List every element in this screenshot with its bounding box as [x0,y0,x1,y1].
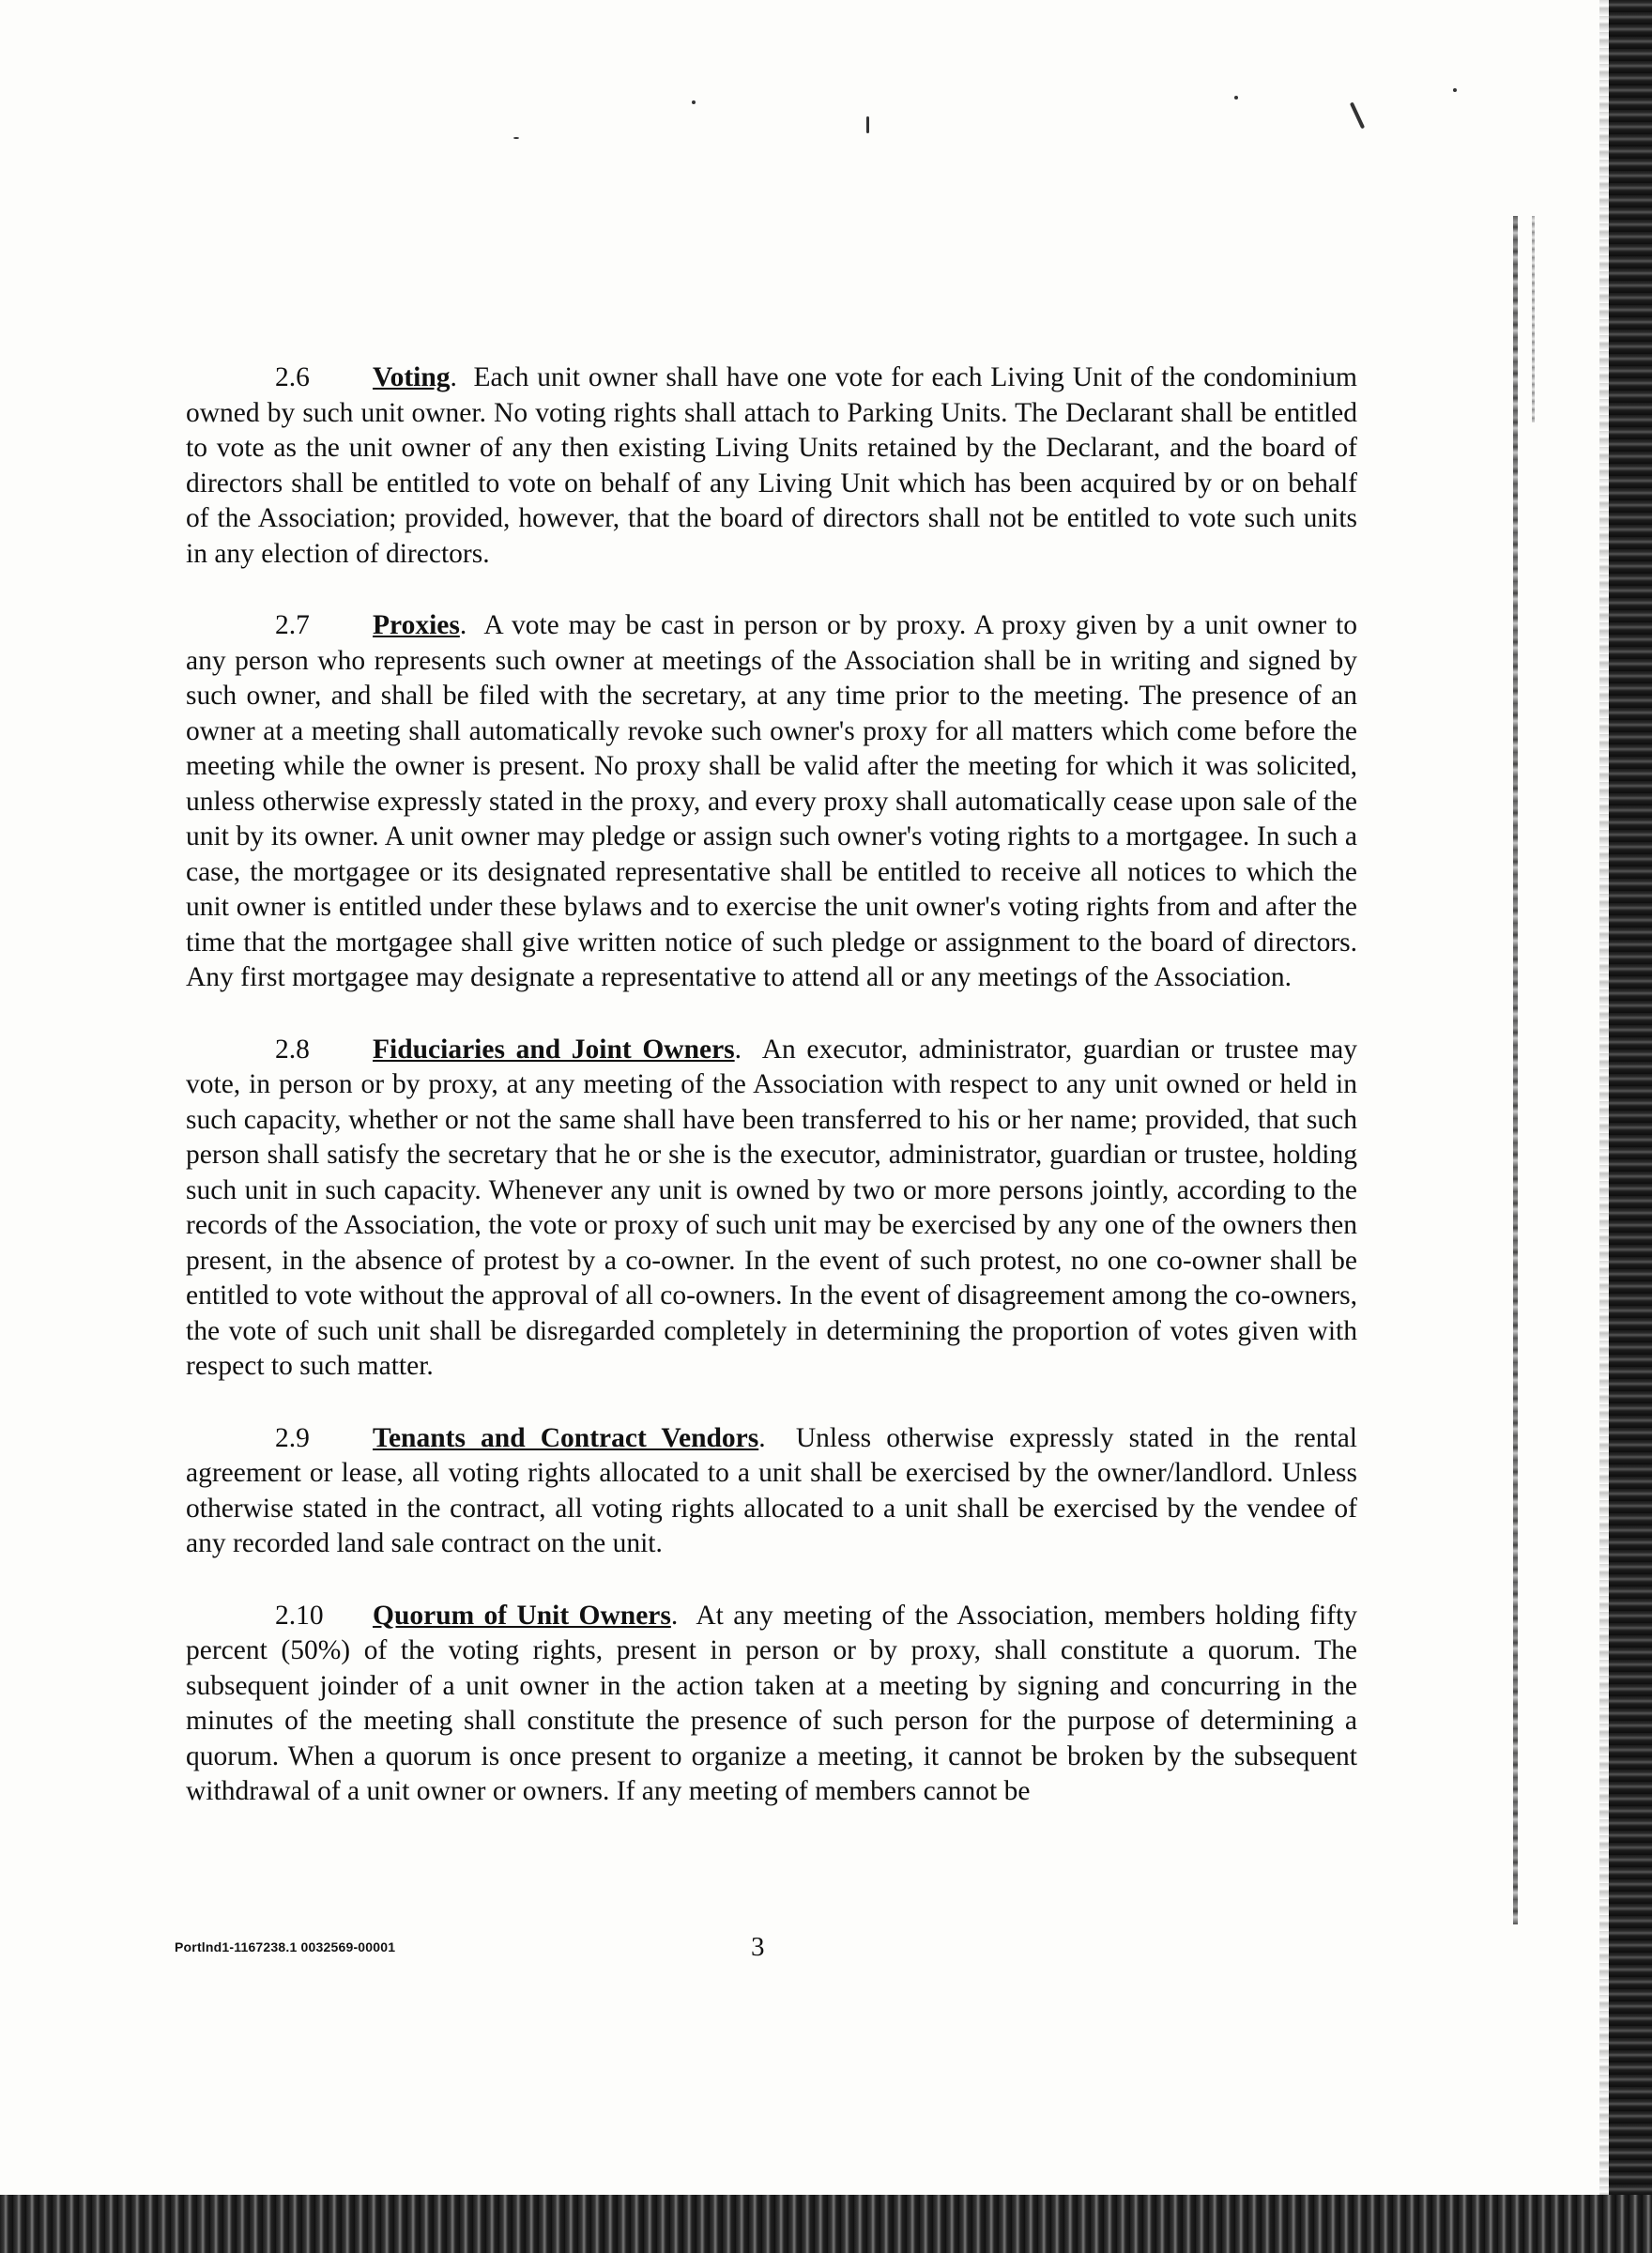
scan-speck [1234,96,1238,100]
scan-edge-bottom [0,2195,1652,2253]
section-number: 2.6 [275,362,310,392]
section-text: At any meeting of the Association, members holding fifty percent (50%) of the voting rights, present in person or by proxy, shall constitute a quorum. The subsequent joinder of a unit owner in the action taken at a meeting by signing and concurring in the minutes of the meeting shall constitute the presence of such person for the purpose of determining a quorum. When a quorum is once present to organize a meeting, it cannot be broken by the subsequent withdrawal of a unit owner or owners. If any meeting of members cannot be [186,1600,1358,1806]
section-text: A vote may be cast in person or by proxy. A proxy given by a unit owner to any person who represents such owner at meetings of the Association shall be in writing and signed by such owner, and shall be filed with the secretary, at any time prior to the meeting. The presence of an owner at a meeting shall automatically revoke such owner's proxy for all matters which come before the meeting while the owner is present. No proxy shall be valid after the meeting for which it was solicited, unless otherwise expressly stated in the proxy, and every proxy shall automatically cease upon sale of the unit by its owner. A unit owner may pledge or assign such owner's voting rights to a mortgagee. In such a case, the mortgagee or its designated representative shall be entitled to receive all notices to which the unit owner is entitled under these bylaws and to exercise the unit owner's voting rights from and after the time that the mortgagee shall give written notice of such pledge or assignment to the board of directors. Any first mortgagee may designate a representative to attend all or any meetings of the Association. [186,610,1357,992]
section-heading: Fiduciaries and Joint Owners [373,1034,735,1065]
scan-speck [1350,102,1365,130]
section-text: Unless otherwise expressly stated in the rental agreement or lease, all voting rights allocated to a unit shall be exercised by the owner/landlord. Unless otherwise stated in the contract, all voting rights allocated to a unit shall be exercised by the vendee of any recorded land sale contract on the unit. [186,1422,1357,1558]
section-text: An executor, administrator, guardian or trustee may vote, in person or by proxy, at any meeting of the Association with respect to any unit owned or held in such capacity, whether or not the same shall have been transferred to his or her name; provided, that such person shall satisfy the secretary that he or she is the executor, administrator, guardian or trustee, holding such unit in such capacity. Whenever any unit is owned by two or more persons jointly, according to the records of the Association, the vote or proxy of such unit may be exercised by any one of the owners then present, in the absence of protest by a co-owner. In the event of such protest, no one co-owner shall be entitled to vote without the approval of all co-owners. In the event of disagreement among the co-owners, the vote of such unit shall be disregarded completely in determining the proportion of votes given with respect to such matter. [186,1034,1357,1381]
scan-speck [692,100,696,104]
document-body [186,360,1357,1847]
section-2-7: 2.7 Proxies. A vote may be cast in person or by proxy. A proxy given by a unit owner to any person who represents such owner at meetings of the Association shall be in writing and signed by such owner, and shall be filed with the secretary, at any time prior to the meeting. The presence of an owner at a meeting shall automatically revoke such owner's proxy for all matters which come before the meeting while the owner is present. No proxy shall be valid after the meeting for which it was solicited, unless otherwise expressly stated in the proxy, and every proxy shall automatically cease upon sale of the unit by its owner. A unit owner may pledge or assign such owner's voting rights to a mortgagee. In such a case, the mortgagee or its designated representative shall be entitled to receive all notices to which the unit owner is entitled under these bylaws and to exercise the unit owner's voting rights from and after the time that the mortgagee shall give written notice of such pledge or assignment to the board of directors. Any first mortgagee may designate a representative to attend all or any meetings of the Association. [186,610,1357,992]
page-number: 3 [751,1932,765,1962]
section-heading: Tenants and Contract Vendors [373,1422,759,1453]
scan-edge-right-shadow [1599,0,1609,2253]
binding-gutter-line-secondary [1532,216,1535,422]
section-heading: Voting [373,362,451,392]
section-text: Each unit owner shall have one vote for each Living Unit of the condominium owned by such unit owner. No voting rights shall attach to Parking Units. The Declarant shall be entitled to vote as the unit owner of any then existing Living Units retained by the Declarant, and the board of directors shall be entitled to vote on behalf of any Living Unit which has been acquired by or on behalf of the Association; provided, however, that the board of directors shall not be entitled to vote such units in any election of directors. [186,362,1357,569]
document-id-footer: Portlnd1-1167238.1 0032569-00001 [175,1939,396,1954]
section-number: 2.9 [275,1422,310,1453]
section-heading: Quorum of Unit Owners [373,1600,671,1631]
scan-speck [866,116,869,133]
section-2-6: 2.6 Voting. Each unit owner shall have one vote for each Living Unit of the condominium owned by such unit owner. No voting rights shall attach to Parking Units. The Declarant shall be entitled to vote as the unit owner of any then existing Living Units retained by the Declarant, and the board of directors shall be entitled to vote on behalf of any Living Unit which has been acquired by or on behalf of the Association; provided, however, that the board of directors shall not be entitled to vote such units in any election of directors. [186,362,1357,569]
section-heading: Proxies [373,610,460,640]
section-number: 2.7 [275,610,310,640]
section-number: 2.10 [275,1600,324,1631]
section-2-8: 2.8 Fiduciaries and Joint Owners. An executor, administrator, guardian or trustee may vote, in person or by proxy, at any meeting of the Association with respect to any unit owned or held in such capacity, whether or not the same shall have been transferred to his or her name; provided, that such person shall satisfy the secretary that he or she is the executor, administrator, guardian or trustee, holding such unit in such capacity. Whenever any unit is owned by two or more persons jointly, according to the records of the Association, the vote or proxy of such unit may be exercised by any one of the owners then present, in the absence of protest by a co-owner. In the event of such protest, no one co-owner shall be entitled to vote without the approval of all co-owners. In the event of disagreement among the co-owners, the vote of such unit shall be disregarded completely in determining the proportion of votes given with respect to such matter. [186,1034,1357,1381]
scan-edge-right [1609,0,1652,2253]
scan-speck [513,137,519,139]
section-2-10: 2.10 Quorum of Unit Owners. At any meeting of the Association, members holding fifty percent (50%) of the voting rights, present in person or by proxy, shall constitute a quorum. The subsequent joinder of a unit owner in the action taken at a meeting by signing and concurring in the minutes of the meeting shall constitute the presence of such person for the purpose of determining a quorum. When a quorum is once present to organize a meeting, it cannot be broken by the subsequent withdrawal of a unit owner or owners. If any meeting of members cannot be [186,1600,1358,1806]
section-number: 2.8 [275,1034,310,1065]
binding-gutter-line [1513,216,1518,1924]
section-2-9: 2.9 Tenants and Contract Vendors. Unless otherwise expressly stated in the rental agreement or lease, all voting rights allocated to a unit shall be exercised by the owner/landlord. Unless otherwise stated in the contract, all voting rights allocated to a unit shall be exercised by the vendee of any recorded land sale contract on the unit. [186,1422,1357,1558]
scan-speck [1453,88,1457,92]
